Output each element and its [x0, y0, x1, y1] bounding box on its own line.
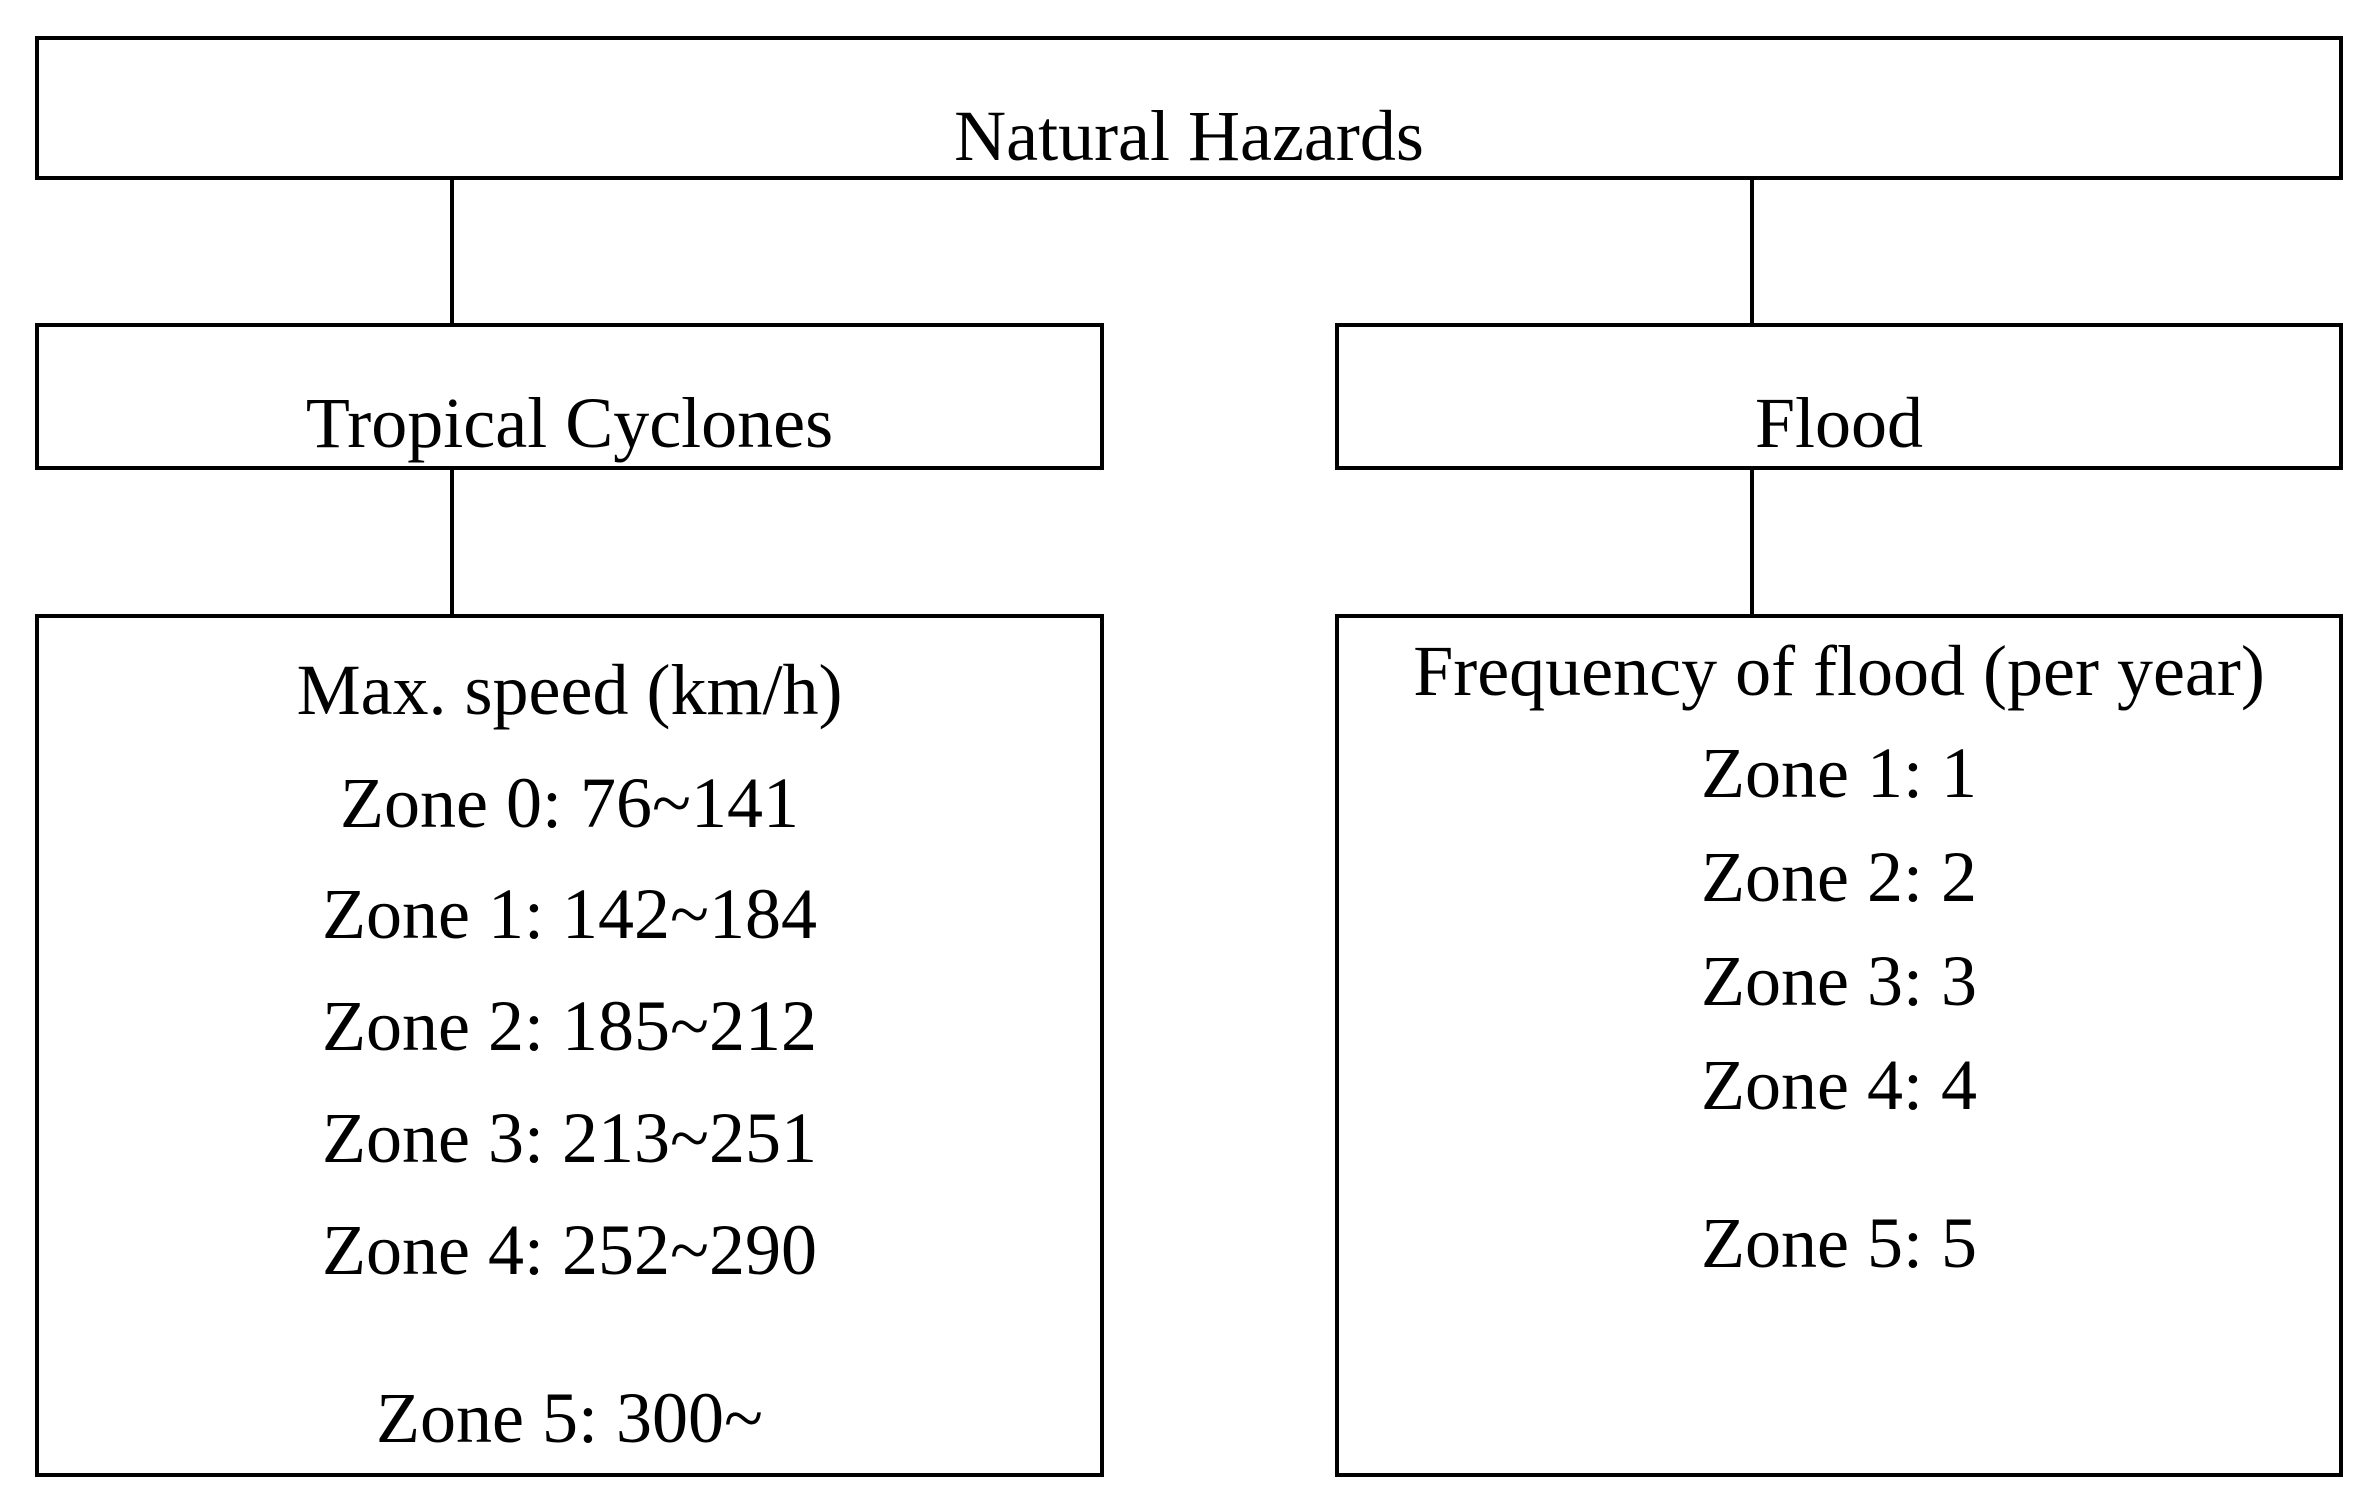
- tropical-cyclones-zone-3: Zone 3: 213~251: [322, 1098, 817, 1178]
- tropical-cyclones-zone-1: Zone 1: 142~184: [322, 874, 817, 954]
- tropical-cyclones-header: Max. speed (km/h): [296, 650, 843, 730]
- connector-tropical-cyclones-to-details: [450, 470, 454, 614]
- flood-zone-4: Zone 4: 4: [1701, 1045, 1977, 1125]
- flood-zone-5: Zone 5: 5: [1701, 1203, 1977, 1283]
- tropical-cyclones-zone-2: Zone 2: 185~212: [322, 986, 817, 1066]
- flood-node: [1335, 323, 2343, 470]
- flood-details: [1335, 614, 2343, 1477]
- root-title: Natural Hazards: [954, 96, 1424, 176]
- root-node: [35, 36, 2343, 180]
- tropical-cyclones-node: [35, 323, 1104, 470]
- flood-zone-2: Zone 2: 2: [1701, 837, 1977, 917]
- tropical-cyclones-title: Tropical Cyclones: [305, 383, 834, 463]
- tropical-cyclones-zone-4: Zone 4: 252~290: [322, 1210, 817, 1290]
- connector-flood-to-details: [1750, 470, 1754, 614]
- connector-root-to-flood: [1750, 180, 1754, 323]
- connector-root-to-tropical-cyclones: [450, 180, 454, 323]
- flood-zone-1: Zone 1: 1: [1701, 733, 1977, 813]
- flood-title: Flood: [1754, 383, 1924, 463]
- tropical-cyclones-zone-5: Zone 5: 300~: [376, 1378, 763, 1458]
- flood-header: Frequency of flood (per year): [1413, 631, 2265, 711]
- tropical-cyclones-zone-0: Zone 0: 76~141: [340, 763, 799, 843]
- tropical-cyclones-details: [35, 614, 1104, 1477]
- flood-zone-3: Zone 3: 3: [1701, 941, 1977, 1021]
